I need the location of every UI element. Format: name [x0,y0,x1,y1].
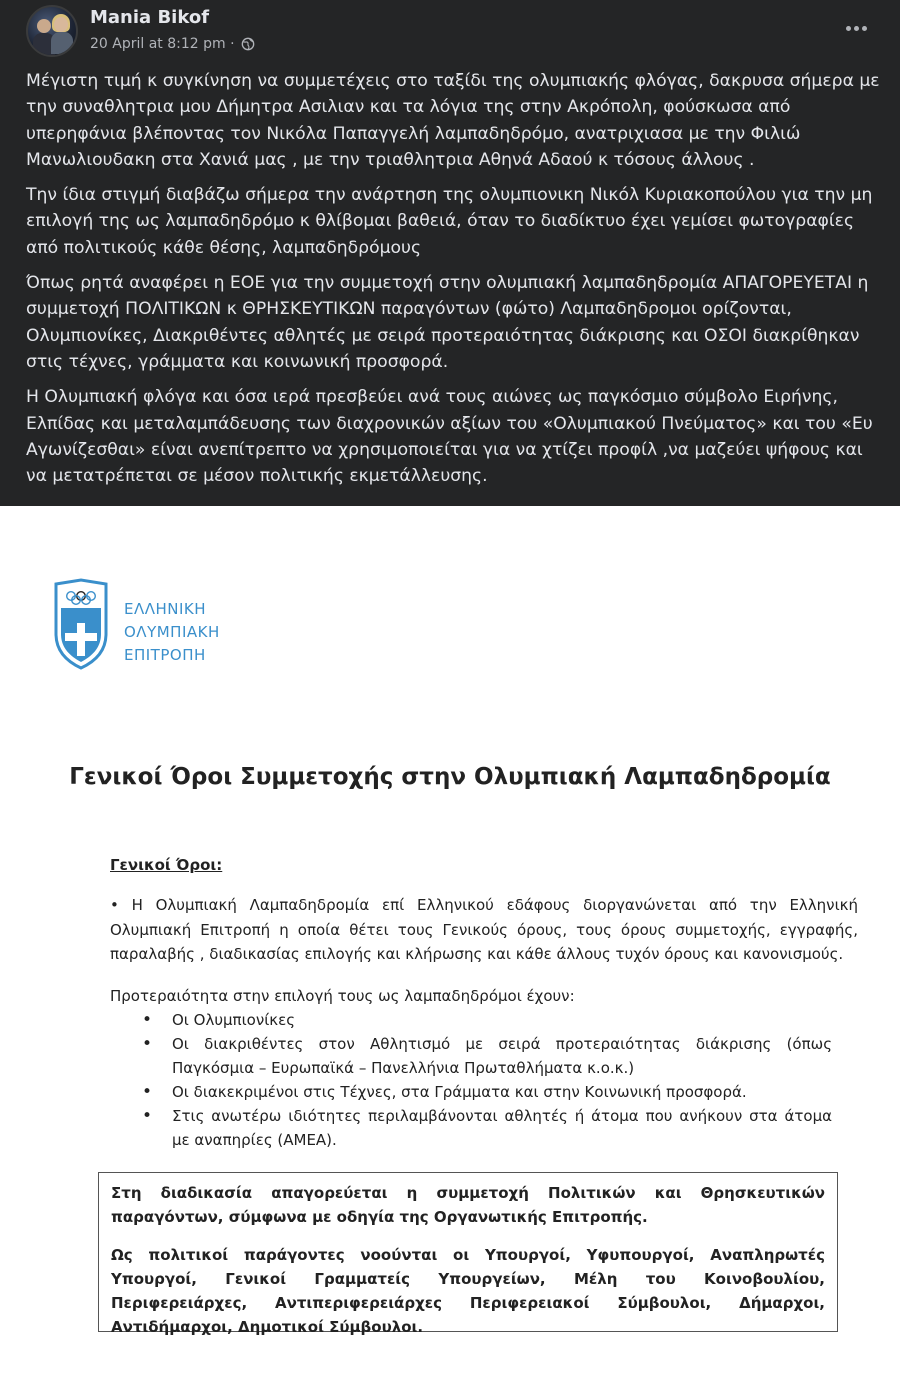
priority-list-item: • Οι Ολυμπιονίκες [110,1008,832,1032]
hellenic-olympic-shield-icon [52,578,110,670]
post-text [26,68,882,498]
priority-intro: Προτεραιότητα στην επιλογή τους ως λαμπαδηδρόμοι έχουν: [110,987,575,1005]
attached-document-image[interactable] [0,506,900,1389]
facebook-post [0,0,900,506]
post-paragraph: Την ίδια στιγμή διαβάζω σήμερα την ανάρτηση της ολυμπιονικη Νικόλ Κυριακοπούλου για την μη επιλογή της ως λαμπαδηδρόμο κ θλίβομαι βαθειά, όταν το διαδίκτυο έχει γεμίσει φωτογραφίες από πολιτικούς κάθε θέσης, λαμπαδηδρόμους [26,185,873,258]
org-name [124,598,220,667]
notice-paragraph: Ως πολιτικοί παράγοντες νοούνται οι Υπουργοί, Υφυπουργοί, Αναπληρωτές Υπουργοί, Γενικοί Γραμματείς Υπουργείων, Μέλη του Κοινοβουλίου, Περιφερειάρχες, Αντιπεριφερειάρχες Περιφερειακοί Σύμβουλοι, Δήμαρχοι, Αντιδήμαρχοι, Δημοτικοί Σύμβουλοι. [111,1246,825,1336]
priority-list-item: • Οι διακριθέντες στον Αθλητισμό με σειρά προτεραιότητας διάκρισης (όπως Παγκόσμια – Ευρωπαϊκά – Πανελλήνια Πρωταθλήματα κ.ο.κ.) [110,1032,832,1080]
post-paragraph: Η Ολυμπιακή φλόγα και όσα ιερά πρεσβεύει ανά τους αιώνες ως παγκόσμιο σύμβολο Ειρήνης, Ελπίδας και μεταλαμπάδευσης των διαχρονικών αξίων του «Ολυμπιακού Πνεύματος» και του «Ευ Αγωνίζεσθαι» είναι ανεπίτρεπτο να χρησιμοποιείται για να χτίζει προφίλ ,να μαζεύει ψήφους και να μετατρέπεται σε μέσον πολιτικής εκμετάλλευσης. [26,387,873,487]
post-meta [90,36,255,52]
org-name-line: ΕΠΙΤΡΟΠΗ [124,646,206,664]
notice-paragraph: Στη διαδικασία απαγορεύεται η συμμετοχή Πολιτικών και Θρησκευτικών παραγόντων, σύμφωνα με οδηγία της Οργανωτικής Επιτροπής. [111,1184,825,1226]
priority-list [110,1008,832,1152]
prohibition-notice-box [98,1172,838,1336]
post-author-name[interactable]: Mania Bikof [90,7,210,28]
author-avatar[interactable] [26,5,78,57]
hoc-logo [52,578,220,670]
section-heading: Γενικοί Όροι: [110,856,223,874]
intro-paragraph: • Η Ολυμπιακή Λαμπαδηδρομία επί Ελληνικού εδάφους διοργανώνεται από την Ελληνική Ολυμπιακή Επιτροπή η οποία θέτει τους Γενικούς όρους, τους όρους συμμετοχής, εγγραφής, παραλαβής , διαδικασίας επιλογής και κλήρωσης και κάθε άλλους τυχόν όρους και κανονισμούς. [110,896,858,963]
post-timestamp[interactable]: 20 April at 8:12 pm · [90,36,235,52]
priority-list-item: • Οι διακεκριμένοι στις Τέχνες, στα Γράμματα και στην Κοινωνική προσφορά. [110,1080,832,1104]
org-name-line: ΟΛΥΜΠΙΑΚΗ [124,623,220,641]
org-name-line: ΕΛΛΗΝΙΚΗ [124,600,207,618]
globe-icon [241,37,255,51]
document-title: Γενικοί Όροι Συμμετοχής στην Ολυμπιακή Λαμπαδηδρομία [69,764,831,790]
priority-list-item: • Στις ανωτέρω ιδιότητες περιλαμβάνονται αθλητές ή άτομα που ανήκουν στα άτομα με αναπηρίες (ΑΜΕΑ). [110,1104,832,1152]
post-paragraph: Όπως ρητά αναφέρει η ΕΟΕ για την συμμετοχή στην ολυμπιακή λαμπαδηδρομία ΑΠΑΓΟΡΕΥΕΤΑΙ η συμμετοχή ΠΟΛΙΤΙΚΩΝ κ ΘΡΗΣΚΕΥΤΙΚΩΝ παραγόντων (φώτο) Λαμπαδηδρομοι ορίζονται, Ολυμπιονίκες, Διακριθέντες αθλητές με σειρά προτεραιότητας διάκρισης και ΟΣΟΙ διακρίθηκαν στις τέχνες, γράμματα και κοινωνική προσφορά. [26,273,869,372]
post-paragraph: Μέγιστη τιμή κ συγκίνηση να συμμετέχεις στο ταξίδι της ολυμπιακής φλόγας, δακρυσα σήμερα με την συναθλητρια μου Δήμητρα Ασιλιαν και τα λόγια της στην Ακρόπολη, φούσκωσα από υπερηφάνια βλέποντας τον Νικόλα Παπαγγελή λαμπαδηδρόμο, ανατριχιασα με την Φιλιώ Μανωλιουδακη στα Χανιά μας , με την τριαθλητρια Αθηνά Αδαού κ τόσους άλλους . [26,71,880,170]
more-options-icon[interactable] [844,16,868,40]
